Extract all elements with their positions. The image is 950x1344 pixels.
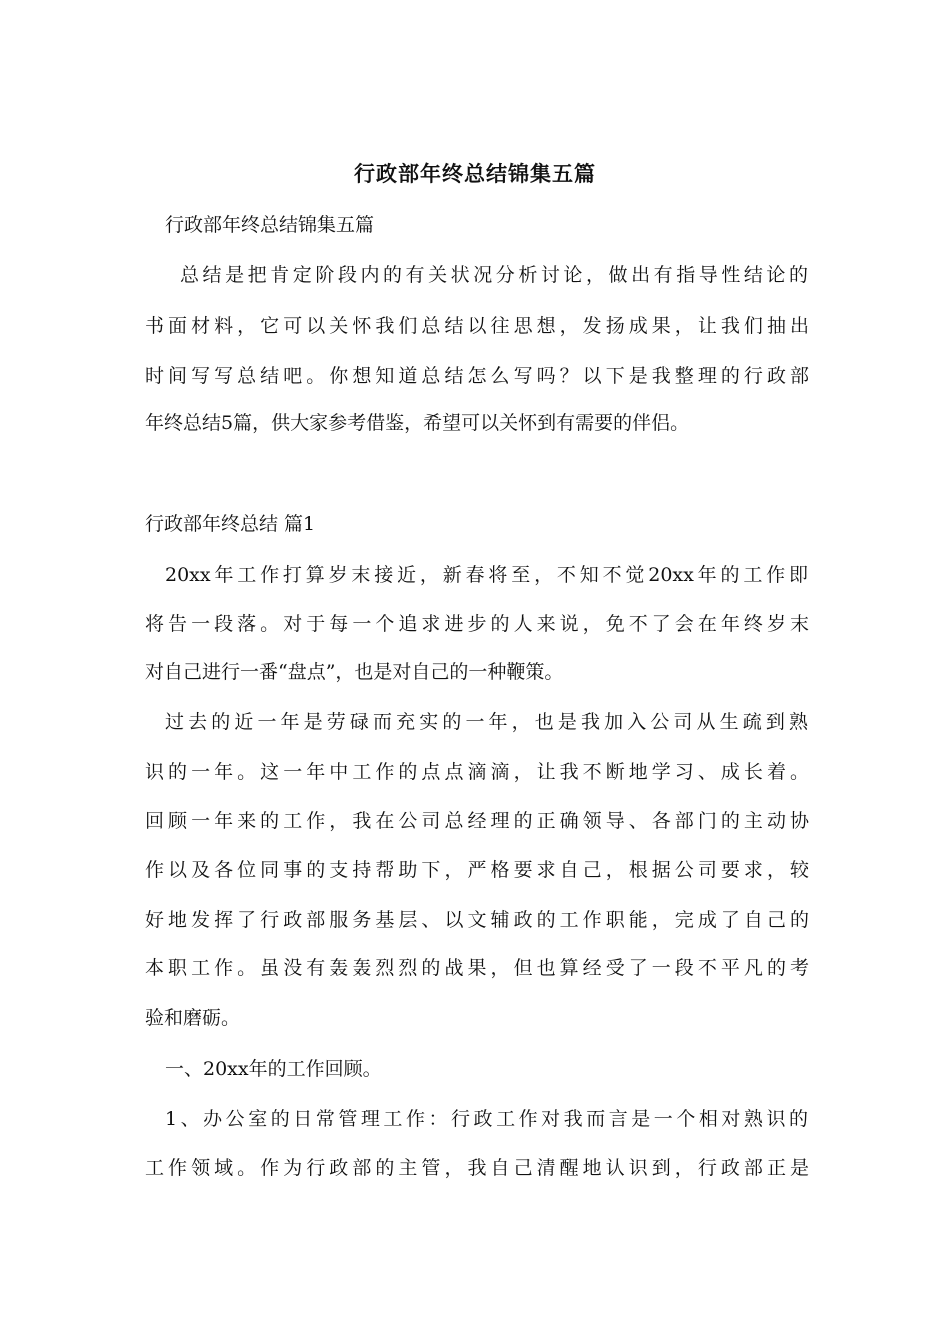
paragraph-line: 过去的近一年是劳碌而充实的一年，也是我加入公司从生疏到熟 — [165, 711, 808, 733]
document-title: 行政部年终总结锦集五篇 — [354, 161, 596, 186]
section-heading: 行政部年终总结 篇1 — [145, 513, 316, 535]
paragraph-line: 好地发挥了行政部服务基层、以文辅政的工作职能，完成了自己的 — [145, 909, 809, 931]
paragraph-line: 回顾一年来的工作，我在公司总经理的正确领导、各部门的主动协 — [145, 810, 809, 832]
paragraph-line: 总结是把肯定阶段内的有关状况分析讨论，做出有指导性结论的 — [180, 264, 808, 286]
paragraph-line: 本职工作。虽没有轰轰烈烈的战果，但也算经受了一段不平凡的考 — [145, 957, 809, 979]
paragraph-line: 1、办公室的日常管理工作：行政工作对我而言是一个相对熟识的 — [165, 1108, 808, 1130]
subtitle-line: 行政部年终总结锦集五篇 — [165, 214, 375, 236]
paragraph-line: 将告一段落。对于每一个追求进步的人来说，免不了会在年终岁末 — [145, 613, 809, 635]
paragraph-line: 对自己进行一番“盘点”，也是对自己的一种鞭策。 — [145, 661, 564, 683]
section-subheading: 一、20xx年的工作回顾。 — [165, 1058, 382, 1080]
paragraph-line: 工作领域。作为行政部的主管，我自己清醒地认识到，行政部正是 — [145, 1157, 809, 1179]
paragraph-line: 验和磨砺。 — [145, 1007, 241, 1029]
paragraph-line: 书面材料，它可以关怀我们总结以往思想，发扬成果，让我们抽出 — [145, 315, 809, 337]
paragraph-line: 年终总结5篇，供大家参考借鉴，希望可以关怀到有需要的伴侣。 — [145, 412, 690, 434]
paragraph-line: 20xx年工作打算岁末接近，新春将至，不知不觉20xx年的工作即 — [165, 564, 808, 586]
paragraph-line: 识的一年。这一年中工作的点点滴滴，让我不断地学习、成长着。 — [145, 761, 809, 783]
paragraph-line: 时间写写总结吧。你想知道总结怎么写吗？以下是我整理的行政部 — [145, 365, 809, 387]
paragraph-line: 作以及各位同事的支持帮助下，严格要求自己，根据公司要求，较 — [145, 859, 809, 881]
